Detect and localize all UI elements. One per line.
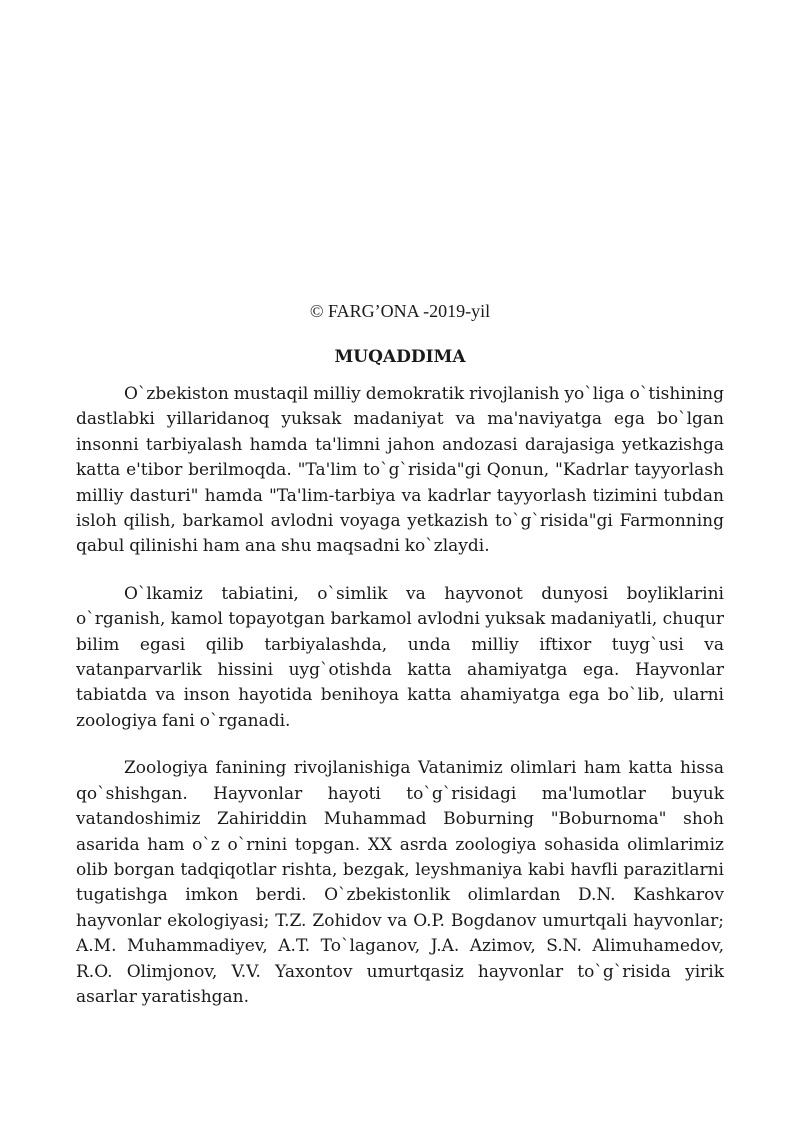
document-page: [76, 298, 724, 1032]
paragraph-1: O`zbekiston mustaqil milliy demokratik rivojlanish yo`liga o`tishining dastlabki yillaridanoq yuksak madaniyat va ma'naviyatga ega bo`lgan insonni tarbiyalash hamda ta'limni jahon andozasi darajasiga yetkazishga katta e'tibor berilmoqda. "Ta'lim to`g`risida"gi Qonun, "Kadrlar tayyorlash milliy dasturi" hamda "Ta'lim-tarbiya va kadrlar tayyorlash tizimini tubdan isloh qilish, barkamol avlodni voyaga yetkazish to`g`risida"gi Farmonning qabul qilinishi ham ana shu maqsadni ko`zlaydi.: [76, 384, 724, 557]
paragraph-2: O`lkamiz tabiatini, o`simlik va hayvonot dunyosi boyliklarini o`rganish, kamol topayotgan barkamol avlodni yuksak madaniyatli, chuqur bilim egasi qilib tarbiyalashda, unda milliy iftixor tuyg`usi va vatanparvarlik hissini uyg`otishda katta ahamiyatga ega. Hayvonlar tabiatda va inson hayotida benihoya katta ahamiyatga ega bo`lib, ularni zoologiya fani o`rganadi.: [76, 583, 724, 731]
paragraph-3: Zoologiya fanining rivojlanishiga Vatanimiz olimlari ham katta hissa qo`shishgan. Hayvonlar hayoti to`g`risidagi ma'lumotlar buyuk vatandoshimiz Zahiriddin Muhammad Boburning "Boburnoma" shoh asarida ham o`z o`rnini topgan. XX asrda zoologiya sohasida olimlarimiz olib borgan tadqiqotlar rishta, bezgak, leyshmaniya kabi havfli parazitlarni tugatishga imkon berdi. O`zbekistonlik olimlardan D.N. Kashkarov hayvonlar ekologiyasi; T.Z. Zohidov va O.P. Bogdanov umurtqali hayvonlar; A.M. Muhammadiyev, A.T. To`laganov, J.A. Azimov, S.N. Alimuhamedov, R.O. Olimjonov, V.V. Yaxontov umurtqasiz hayvonlar to`g`risida yirik asarlar yaratishgan.: [76, 758, 724, 1007]
section-heading: MUQADDIMA: [334, 347, 466, 367]
copyright-line: © FARG’ONA -2019-yil: [309, 301, 491, 321]
